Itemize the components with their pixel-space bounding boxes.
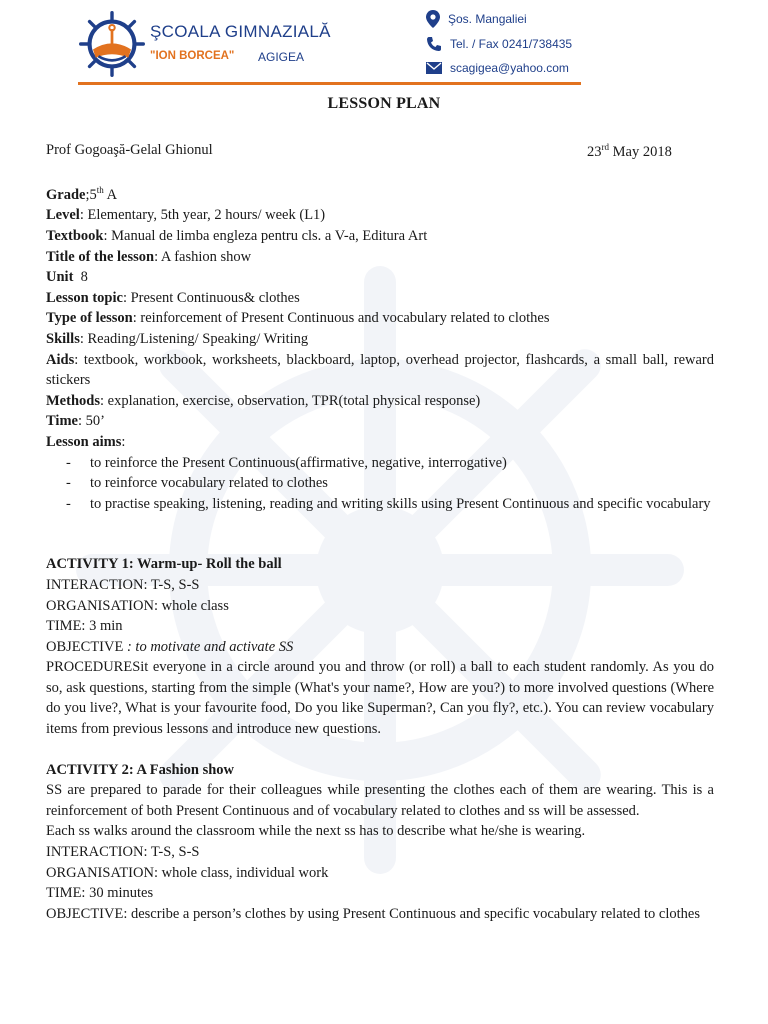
aims-heading: Lesson aims: (46, 433, 126, 450)
activity2-objective: OBJECTIVE: describe a person’s clothes by using Present Continuous and specific vocabulary related to clothes (46, 905, 700, 922)
activity1-organisation: ORGANISATION: whole class (46, 597, 229, 614)
lesson-date: 23rd May 2018 (587, 142, 672, 160)
list-item: - to reinforce vocabulary related to clothes (66, 473, 714, 494)
activity2-time: TIME: 30 minutes (46, 885, 154, 902)
contact-email (426, 61, 569, 75)
unit-line: Unit 8 (46, 269, 88, 286)
activity1-interaction: INTERACTION: T-S, S-S (46, 576, 200, 593)
list-item: - to reinforce the Present Continuous(affirmative, negative, interrogative) (66, 453, 714, 474)
address-text: Şos. Mangaliei (448, 12, 527, 26)
letterhead (0, 0, 768, 90)
time-line: Time: 50’ (46, 413, 105, 430)
list-item: - to practise speaking, listening, reading and writing skills using Present Continuous and specific vocabulary (66, 494, 714, 515)
activity2-interaction: INTERACTION: T-S, S-S (46, 844, 200, 861)
activity2-paragraph: Each ss walks around the classroom while the next ss has to describe what he/she is wearing. (46, 823, 586, 840)
level-line: Level: Elementary, 5th year, 2 hours/ week (L1) (46, 207, 326, 224)
activity1-time: TIME: 3 min (46, 618, 123, 635)
textbook-line: Textbook: Manual de limba engleza pentru cls. a V-a, Editura Art (46, 228, 428, 245)
lesson-body (46, 180, 714, 924)
activity2-organisation: ORGANISATION: whole class, individual work (46, 864, 329, 881)
location-pin-icon (426, 10, 440, 28)
type-line: Type of lesson: reinforcement of Present Continuous and vocabulary related to clothes (46, 310, 550, 327)
school-locality: AGIGEA (258, 50, 305, 64)
methods-line: Methods: explanation, exercise, observation, TPR(total physical response) (46, 392, 481, 409)
contact-address (426, 10, 527, 28)
activity2-heading: ACTIVITY 2: A Fashion show (46, 761, 235, 778)
email-link[interactable]: scagigea@yahoo.com (450, 61, 569, 75)
school-sub-name: "ION BORCEA" (150, 50, 235, 62)
envelope-icon (426, 62, 442, 74)
activity1-objective: OBJECTIVE : to motivate and activate SS (46, 638, 294, 655)
contact-phone (426, 36, 572, 52)
page-title: LESSON PLAN (327, 95, 441, 112)
grade-line: Grade;5th A (46, 185, 118, 203)
activity1-procedure: PROCEDURESit everyone in a circle around you and throw (or roll) a ball to each student randomly. As you do so, ask questions, starting from the simple (What's your name?, How are you?) to more involved questions (Where do you live?, What is your favourite food, Do you like Superman?, Can you fly?, etc.). You can review vocabulary items from previous lessons and introduce new questions. (46, 659, 714, 738)
teacher-name: Prof Gogoaşă-Gelal Ghionul (46, 142, 213, 158)
skills-line: Skills: Reading/Listening/ Speaking/ Writing (46, 330, 309, 347)
phone-icon (426, 36, 442, 52)
aids-line: Aids: textbook, workbook, worksheets, blackboard, laptop, overhead projector, flashcards, a small ball, reward stickers (46, 351, 714, 389)
lesson-title-line: Title of the lesson: A fashion show (46, 248, 252, 265)
aims-list (46, 453, 714, 515)
ship-wheel-logo-icon (78, 10, 146, 78)
topic-line: Lesson topic: Present Continuous& clothes (46, 289, 300, 306)
activity1-heading: ACTIVITY 1: Warm-up- Roll the ball (46, 556, 282, 573)
header-divider (78, 82, 581, 85)
activity2-paragraph: SS are prepared to parade for their colleagues while presenting the clothes each of them are wearing. This is a reinforcement of both Present Continuous and of vocabulary related to clothes and ss will be assessed. (46, 782, 714, 819)
phone-text: Tel. / Fax 0241/738435 (450, 37, 573, 51)
school-name: ŞCOALA GIMNAZIALĂ (150, 22, 331, 41)
